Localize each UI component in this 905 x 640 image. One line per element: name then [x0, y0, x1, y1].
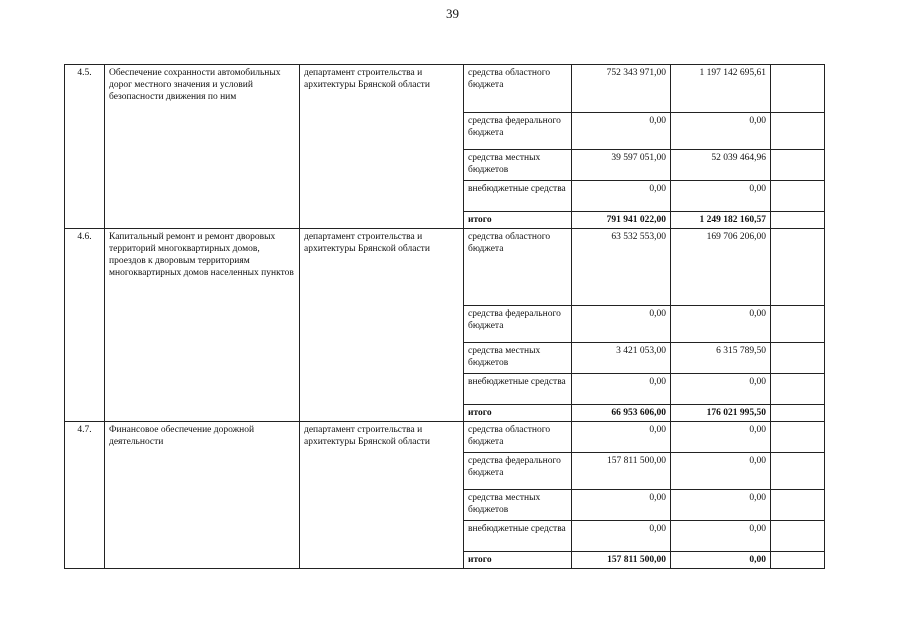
amount-cell: 0,00: [572, 306, 671, 343]
amount-cell: 0,00: [572, 374, 671, 405]
amount-cell: 0,00: [572, 521, 671, 552]
item-executor: департамент строительства и архитектуры Брянской области: [300, 422, 464, 569]
funding-source-total: итого: [464, 552, 572, 569]
funding-source: внебюджетные средства: [464, 521, 572, 552]
budget-table: [64, 64, 825, 569]
amount-cell: [771, 453, 825, 490]
item-number: 4.6.: [65, 229, 105, 422]
amount-cell: 0,00: [671, 113, 771, 150]
amount-cell: 0,00: [671, 453, 771, 490]
funding-source-total: итого: [464, 405, 572, 422]
amount-cell: 0,00: [572, 490, 671, 521]
amount-cell: 0,00: [671, 374, 771, 405]
amount-cell: [771, 422, 825, 453]
amount-cell: 0,00: [671, 521, 771, 552]
amount-cell: 0,00: [671, 181, 771, 212]
funding-source: внебюджетные средства: [464, 374, 572, 405]
amount-cell-total: 791 941 022,00: [572, 212, 671, 229]
item-executor: департамент строительства и архитектуры Брянской области: [300, 229, 464, 422]
funding-source: средства областного бюджета: [464, 65, 572, 113]
item-name: Обеспечение сохранности автомобильных дорог местного значения и условий безопасности движения по ним: [105, 65, 300, 229]
table-row: [65, 65, 825, 113]
amount-cell: [771, 490, 825, 521]
amount-cell: [771, 150, 825, 181]
funding-source: средства федерального бюджета: [464, 113, 572, 150]
amount-cell: 63 532 553,00: [572, 229, 671, 306]
amount-cell-total: 66 953 606,00: [572, 405, 671, 422]
funding-source: средства местных бюджетов: [464, 150, 572, 181]
page-number: 39: [446, 6, 459, 21]
amount-cell: [771, 229, 825, 306]
amount-cell: 6 315 789,50: [671, 343, 771, 374]
funding-source: средства местных бюджетов: [464, 343, 572, 374]
amount-cell: [771, 65, 825, 113]
table-row: [65, 229, 825, 306]
funding-source: средства местных бюджетов: [464, 490, 572, 521]
item-executor: департамент строительства и архитектуры Брянской области: [300, 65, 464, 229]
amount-cell: 0,00: [572, 113, 671, 150]
amount-cell: [771, 113, 825, 150]
amount-cell-total: 1 249 182 160,57: [671, 212, 771, 229]
amount-cell: 0,00: [671, 490, 771, 521]
amount-cell: [771, 306, 825, 343]
amount-cell-total: 176 021 995,50: [671, 405, 771, 422]
amount-cell: 752 343 971,00: [572, 65, 671, 113]
amount-cell: 0,00: [671, 422, 771, 453]
amount-cell-total: 0,00: [671, 552, 771, 569]
item-number: 4.7.: [65, 422, 105, 569]
amount-cell: 0,00: [572, 181, 671, 212]
amount-cell: 0,00: [671, 306, 771, 343]
amount-cell: 3 421 053,00: [572, 343, 671, 374]
amount-cell-total: 157 811 500,00: [572, 552, 671, 569]
amount-cell: [771, 374, 825, 405]
amount-cell: [771, 521, 825, 552]
table-row: [65, 422, 825, 453]
amount-cell: 1 197 142 695,61: [671, 65, 771, 113]
amount-cell-total: [771, 212, 825, 229]
funding-source: внебюджетные средства: [464, 181, 572, 212]
amount-cell: 157 811 500,00: [572, 453, 671, 490]
funding-source: средства федерального бюджета: [464, 306, 572, 343]
funding-source-total: итого: [464, 212, 572, 229]
amount-cell: [771, 343, 825, 374]
item-number: 4.5.: [65, 65, 105, 229]
amount-cell: 52 039 464,96: [671, 150, 771, 181]
item-name: Капитальный ремонт и ремонт дворовых территорий многоквартирных домов, проездов к дворовым территориям многоквартирных домов населенных пунктов: [105, 229, 300, 422]
funding-source: средства федерального бюджета: [464, 453, 572, 490]
funding-source: средства областного бюджета: [464, 422, 572, 453]
amount-cell-total: [771, 405, 825, 422]
item-name: Финансовое обеспечение дорожной деятельности: [105, 422, 300, 569]
amount-cell-total: [771, 552, 825, 569]
amount-cell: 0,00: [572, 422, 671, 453]
funding-source: средства областного бюджета: [464, 229, 572, 306]
amount-cell: 39 597 051,00: [572, 150, 671, 181]
amount-cell: [771, 181, 825, 212]
amount-cell: 169 706 206,00: [671, 229, 771, 306]
